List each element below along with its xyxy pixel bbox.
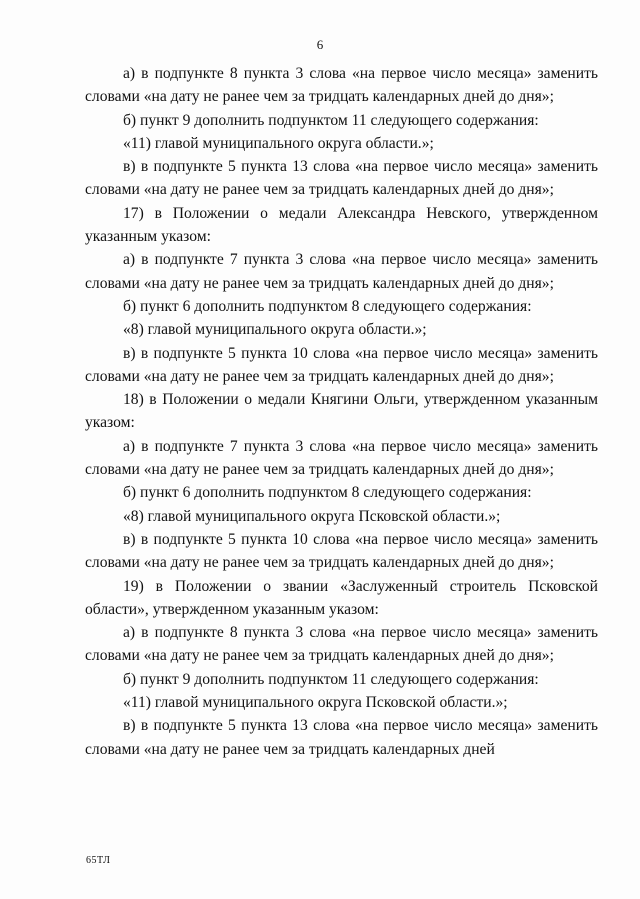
paragraph: б) пункт 9 дополнить подпунктом 11 следующего содержания: [123,111,539,129]
paragraph: а) в подпункте 7 пункта 3 слова «на первое число месяца» заменить словами «на дату не ранее чем за тридцать календарных дней до дня»; [85,251,598,292]
paragraph: б) пункт 9 дополнить подпунктом 11 следующего содержания: [123,670,539,688]
paragraph: а) в подпункте 8 пункта 3 слова «на первое число месяца» заменить словами «на дату не ранее чем за тридцать календарных дней до дня»; [85,65,598,106]
paragraph: «8) главой муниципального округа Псковской области.»; [123,507,501,525]
paragraph: б) пункт 6 дополнить подпунктом 8 следующего содержания: [123,484,532,502]
paragraph: «8) главой муниципального округа области.»; [123,321,427,339]
paragraph: 19) в Положении о звании «Заслуженный строитель Псковской области», утвержденном указанным указом: [85,577,598,618]
paragraph: 17) в Положении о медали Александра Невского, утвержденном указанным указом: [85,204,598,246]
paragraph: в) в подпункте 5 пункта 13 слова «на первое число месяца» заменить словами «на дату не ранее чем за тридцать календарных дней [85,717,598,758]
page-number: 6 [316,37,324,52]
footer-code: 65ТЛ [86,855,111,866]
paragraph: в) в подпункте 5 пункта 10 слова «на первое число месяца» заменить словами «на дату не ранее чем за тридцать календарных дней до дня»; [85,344,598,385]
paragraph: а) в подпункте 8 пункта 3 слова «на первое число месяца» заменить словами «на дату не ранее чем за тридцать календарных дней до дня»; [85,624,598,665]
paragraph: а) в подпункте 7 пункта 3 слова «на первое число месяца» заменить словами «на дату не ранее чем за тридцать календарных дней до дня»; [85,437,598,479]
paragraph: в) в подпункте 5 пункта 10 слова «на первое число месяца» заменить словами «на дату не ранее чем за тридцать календарных дней до дня»; [85,530,598,572]
paragraph: в) в подпункте 5 пункта 13 слова «на первое число месяца» заменить словами «на дату не ранее чем за тридцать календарных дней до дня»; [85,158,598,199]
document-body [85,62,598,761]
paragraph: «11) главой муниципального округа Псковской области.»; [123,694,508,712]
paragraph: «11) главой муниципального округа области.»; [123,134,434,152]
paragraph: 18) в Положении о медали Княгини Ольги, утвержденном указанным указом: [85,391,598,432]
paragraph: б) пункт 6 дополнить подпунктом 8 следующего содержания: [123,297,532,315]
